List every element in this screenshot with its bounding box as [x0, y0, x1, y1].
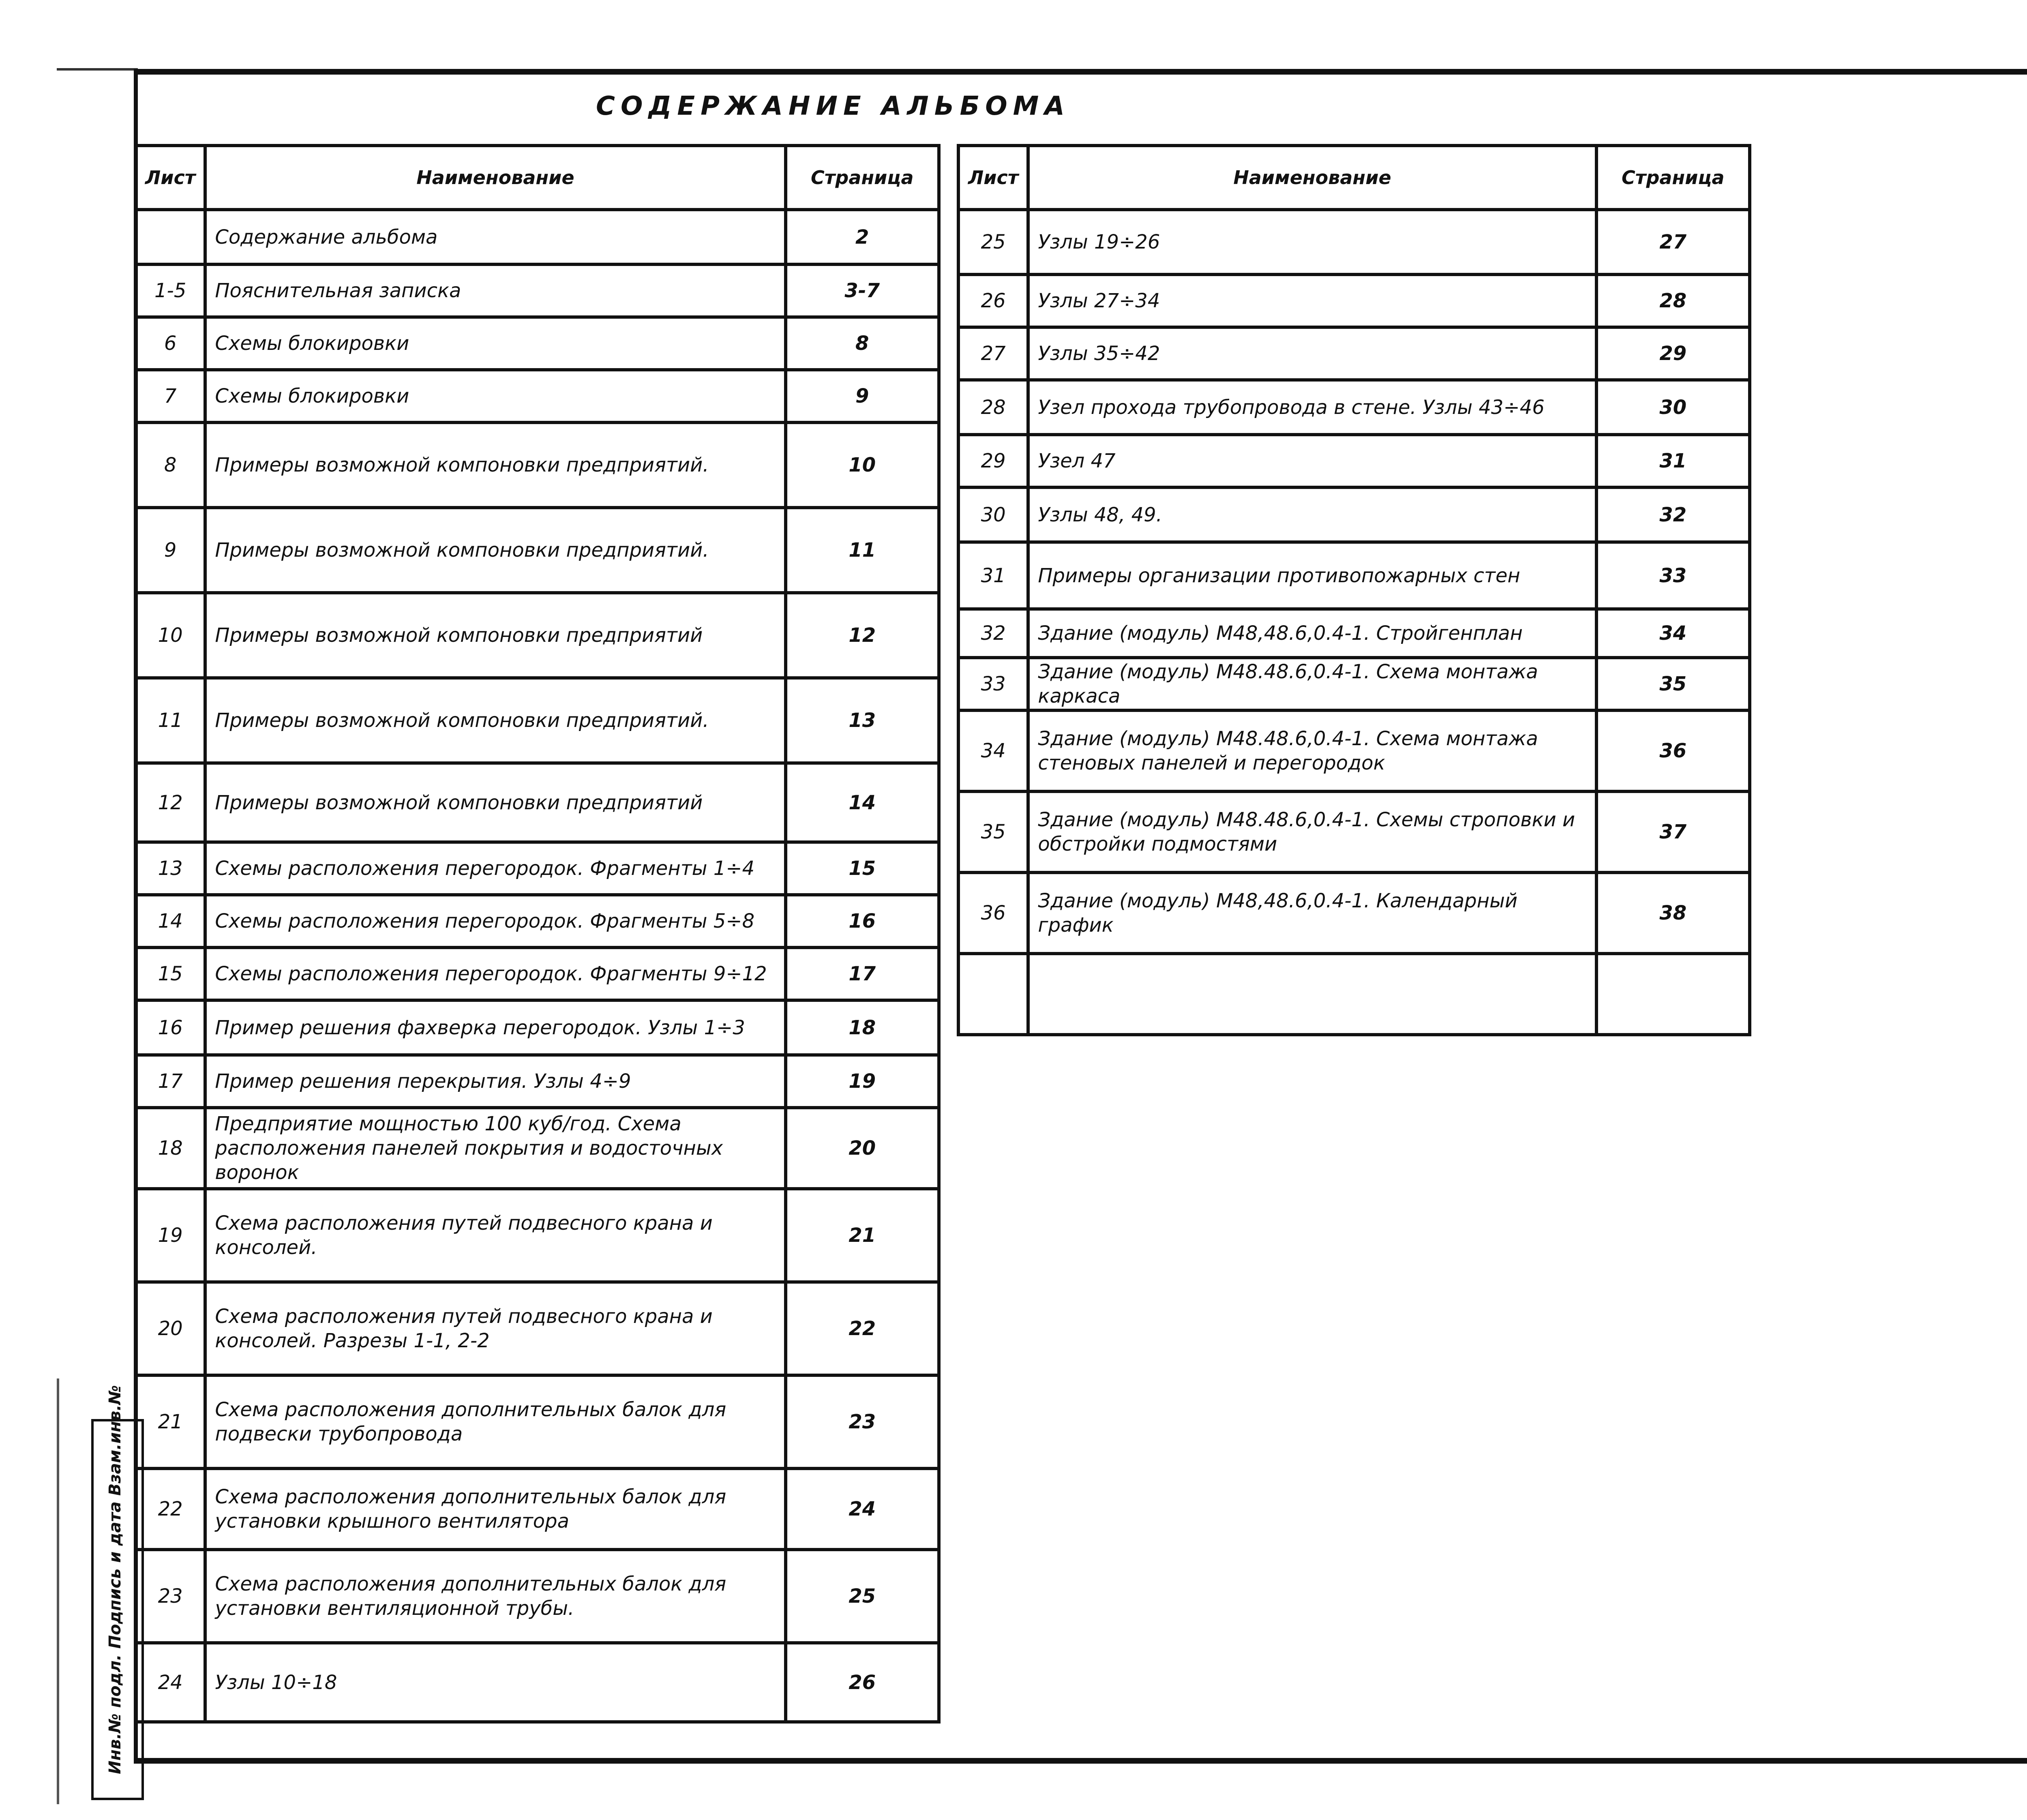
table-row: [958, 274, 1750, 327]
sheet-cell: 36: [958, 872, 1028, 954]
name-cell: Здание (модуль) М48,48.6,0.4-1. Стройгенплан: [1028, 609, 1596, 658]
page-cell: 35: [1596, 658, 1750, 710]
sheet-cell: [135, 210, 205, 264]
sheet-cell: 26: [958, 274, 1028, 327]
name-cell: Здание (модуль) М48,48.6,0.4-1. Календарный график: [1028, 872, 1596, 954]
name-cell: Схемы расположения перегородок. Фрагменты 1÷4: [205, 842, 785, 895]
header-page: Страница: [1596, 146, 1750, 210]
table-header-row: [135, 146, 939, 210]
header-page: Страница: [786, 146, 939, 210]
page-cell: 16: [786, 895, 939, 948]
page-cell: 24: [786, 1468, 939, 1550]
name-cell: Предприятие мощностью 100 куб/год. Схема расположения панелей покрытия и водосточных воронок: [205, 1108, 785, 1189]
name-cell: Узлы 35÷42: [1028, 327, 1596, 380]
name-cell: Примеры возможной компоновки предприятий: [205, 763, 785, 842]
table-row: [958, 954, 1750, 1035]
sheet-cell: 33: [958, 658, 1028, 710]
sheet-cell: 21: [135, 1375, 205, 1468]
name-cell: Узел 47: [1028, 435, 1596, 487]
name-cell: Примеры организации противопожарных стен: [1028, 542, 1596, 609]
table-row: [135, 1375, 939, 1468]
name-cell: Схемы блокировки: [205, 370, 785, 422]
table-row: [135, 1000, 939, 1055]
page-cell: 15: [786, 842, 939, 895]
name-cell: Схемы расположения перегородок. Фрагменты 9÷12: [205, 948, 785, 1000]
sheet-cell: 27: [958, 327, 1028, 380]
table-row: [135, 422, 939, 508]
sheet-cell: 1-5: [135, 264, 205, 317]
table-row: [135, 1189, 939, 1282]
sheet-cell: 14: [135, 895, 205, 948]
table-row: [958, 487, 1750, 542]
table-row: [958, 327, 1750, 380]
sheet-cell: 15: [135, 948, 205, 1000]
margin-stamp: [91, 1385, 144, 1800]
sheet-cell: 30: [958, 487, 1028, 542]
page-cell: [1596, 954, 1750, 1035]
table-row: [958, 210, 1750, 274]
page-cell: 34: [1596, 609, 1750, 658]
table-row: [135, 948, 939, 1000]
sheet-cell: [958, 954, 1028, 1035]
name-cell: Примеры возможной компоновки предприятий: [205, 593, 785, 678]
table-row: [135, 317, 939, 370]
page-cell: 18: [786, 1000, 939, 1055]
sheet-cell: 9: [135, 508, 205, 593]
top-left-rule: [57, 68, 138, 71]
name-cell: Здание (модуль) М48.48.6,0.4-1. Схема монтажа каркаса: [1028, 658, 1596, 710]
table-row: [958, 435, 1750, 487]
name-cell: [1028, 954, 1596, 1035]
page-cell: 13: [786, 678, 939, 763]
header-name: Наименование: [1028, 146, 1596, 210]
table-row: [135, 370, 939, 422]
name-cell: Схема расположения путей подвесного крана и консолей. Разрезы 1-1, 2-2: [205, 1282, 785, 1375]
name-cell: Пример решения перекрытия. Узлы 4÷9: [205, 1055, 785, 1108]
name-cell: Содержание альбома: [205, 210, 785, 264]
sheet-cell: 32: [958, 609, 1028, 658]
table-row: [135, 1643, 939, 1722]
table-row: [958, 710, 1750, 791]
page-cell: 14: [786, 763, 939, 842]
name-cell: Схема расположения путей подвесного крана и консолей.: [205, 1189, 785, 1282]
name-cell: Узлы 48, 49.: [1028, 487, 1596, 542]
page-cell: 9: [786, 370, 939, 422]
name-cell: Узлы 19÷26: [1028, 210, 1596, 274]
name-cell: Пояснительная записка: [205, 264, 785, 317]
table-row: [958, 609, 1750, 658]
table-row: [135, 1108, 939, 1189]
page-cell: 20: [786, 1108, 939, 1189]
table-row: [958, 872, 1750, 954]
page-cell: 28: [1596, 274, 1750, 327]
name-cell: Здание (модуль) М48.48.6,0.4-1. Схема монтажа стеновых панелей и перегородок: [1028, 710, 1596, 791]
sheet-cell: 19: [135, 1189, 205, 1282]
page-cell: 33: [1596, 542, 1750, 609]
page-cell: 31: [1596, 435, 1750, 487]
name-cell: Схема расположения дополнительных балок для установки вентиляционной трубы.: [205, 1550, 785, 1643]
page-cell: 10: [786, 422, 939, 508]
sheet-cell: 10: [135, 593, 205, 678]
name-cell: Схема расположения дополнительных балок для подвески трубопровода: [205, 1375, 785, 1468]
sheet-cell: 23: [135, 1550, 205, 1643]
sheet-cell: 31: [958, 542, 1028, 609]
sheet-cell: 25: [958, 210, 1028, 274]
sheet-cell: 24: [135, 1643, 205, 1722]
name-cell: Узлы 10÷18: [205, 1643, 785, 1722]
stamp-text: Инв.№ подл. Подпись и дата Взам.инв.№: [106, 1385, 124, 1774]
name-cell: Пример решения фахверка перегородок. Узлы 1÷3: [205, 1000, 785, 1055]
sheet-cell: 34: [958, 710, 1028, 791]
sheet-cell: 29: [958, 435, 1028, 487]
contents-table-left: [134, 144, 941, 1724]
page-cell: 2: [786, 210, 939, 264]
left-margin-rule: [57, 1378, 59, 1804]
name-cell: Примеры возможной компоновки предприятий.: [205, 422, 785, 508]
page-cell: 22: [786, 1282, 939, 1375]
page-cell: 25: [786, 1550, 939, 1643]
sheet-cell: 35: [958, 791, 1028, 872]
table-row: [135, 1055, 939, 1108]
table-row: [958, 542, 1750, 609]
name-cell: Узлы 27÷34: [1028, 274, 1596, 327]
name-cell: Схема расположения дополнительных балок для установки крышного вентилятора: [205, 1468, 785, 1550]
name-cell: Примеры возможной компоновки предприятий.: [205, 508, 785, 593]
table-row: [958, 380, 1750, 435]
page-cell: 21: [786, 1189, 939, 1282]
table-row: [135, 895, 939, 948]
header-sheet: Лист: [135, 146, 205, 210]
table-row: [135, 264, 939, 317]
sheet-cell: 12: [135, 763, 205, 842]
page-cell: 30: [1596, 380, 1750, 435]
sheet-cell: 11: [135, 678, 205, 763]
name-cell: Схемы расположения перегородок. Фрагменты 5÷8: [205, 895, 785, 948]
page-cell: 17: [786, 948, 939, 1000]
sheet-cell: 17: [135, 1055, 205, 1108]
name-cell: Примеры возможной компоновки предприятий.: [205, 678, 785, 763]
table-row: [135, 210, 939, 264]
table-row: [135, 1550, 939, 1643]
sheet-cell: 8: [135, 422, 205, 508]
page-cell: 26: [786, 1643, 939, 1722]
page-cell: 23: [786, 1375, 939, 1468]
name-cell: Схемы блокировки: [205, 317, 785, 370]
page-cell: 3-7: [786, 264, 939, 317]
table-header-row: [958, 146, 1750, 210]
header-sheet: Лист: [958, 146, 1028, 210]
sheet-cell: 22: [135, 1468, 205, 1550]
sheet-cell: 6: [135, 317, 205, 370]
page-cell: 32: [1596, 487, 1750, 542]
name-cell: Здание (модуль) М48.48.6,0.4-1. Схемы строповки и обстройки подмостями: [1028, 791, 1596, 872]
table-row: [958, 791, 1750, 872]
table-row: [135, 842, 939, 895]
table-row: [135, 508, 939, 593]
page-cell: 36: [1596, 710, 1750, 791]
sheet-cell: 28: [958, 380, 1028, 435]
contents-table-right: [957, 144, 1751, 1036]
header-name: Наименование: [205, 146, 785, 210]
page-cell: 19: [786, 1055, 939, 1108]
page-cell: 29: [1596, 327, 1750, 380]
table-row: [958, 658, 1750, 710]
sheet-cell: 7: [135, 370, 205, 422]
album-contents-title: СОДЕРЖАНИЕ АЛЬБОМА: [596, 91, 1070, 121]
page-cell: 27: [1596, 210, 1750, 274]
page-cell: 8: [786, 317, 939, 370]
sheet-cell: 13: [135, 842, 205, 895]
name-cell: Узел прохода трубопровода в стене. Узлы 43÷46: [1028, 380, 1596, 435]
table-row: [135, 763, 939, 842]
sheet-cell: 16: [135, 1000, 205, 1055]
page-cell: 11: [786, 508, 939, 593]
page-cell: 37: [1596, 791, 1750, 872]
table-row: [135, 1468, 939, 1550]
table-row: [135, 593, 939, 678]
sheet-cell: 20: [135, 1282, 205, 1375]
page-cell: 12: [786, 593, 939, 678]
sheet-cell: 18: [135, 1108, 205, 1189]
page-cell: 38: [1596, 872, 1750, 954]
table-row: [135, 678, 939, 763]
table-row: [135, 1282, 939, 1375]
